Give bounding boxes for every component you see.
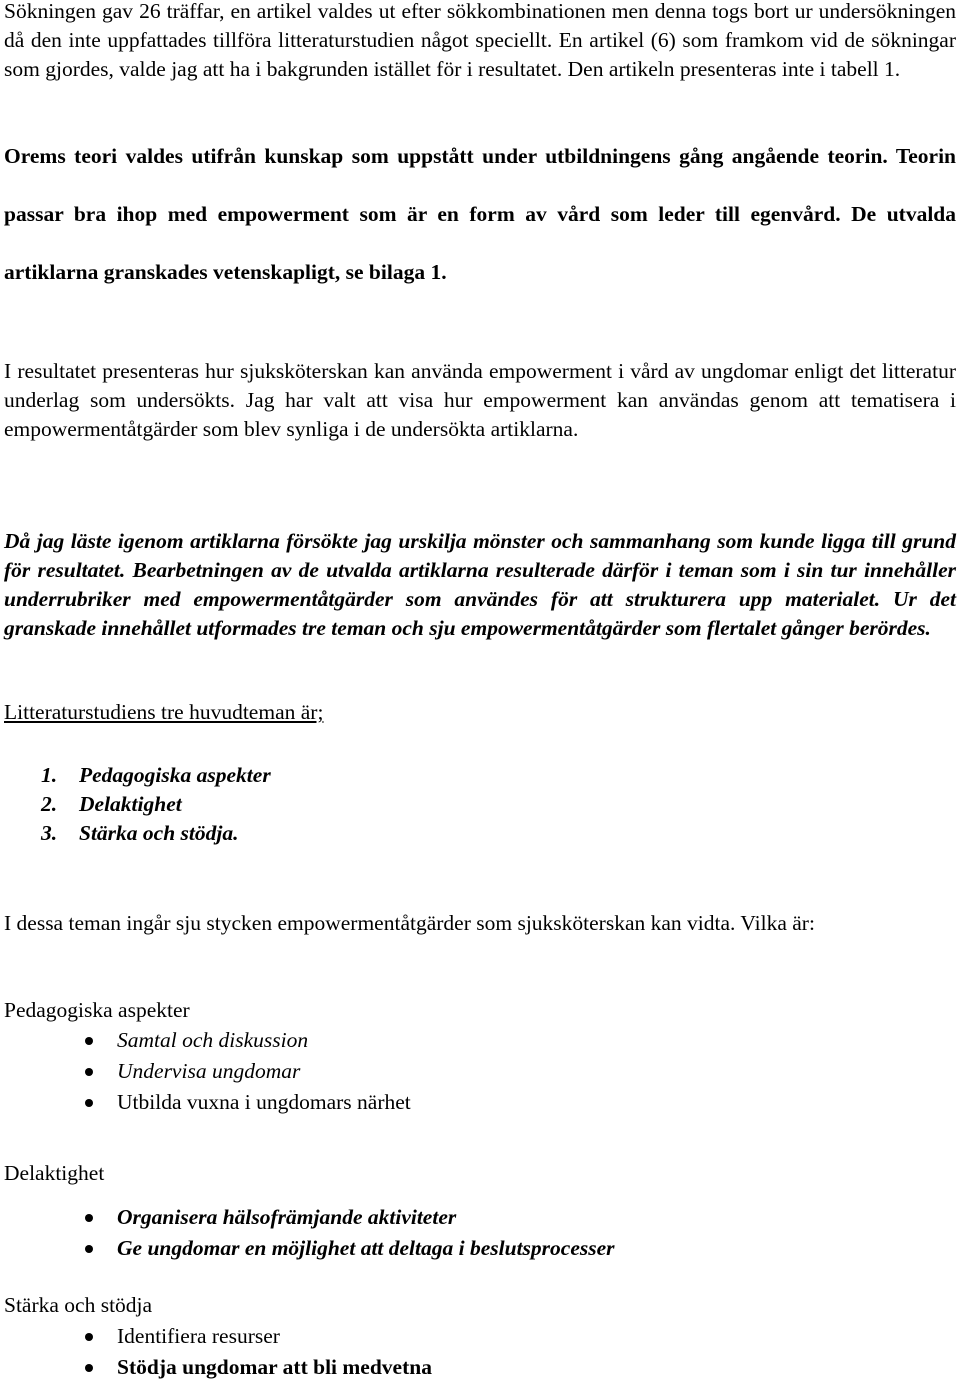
bullet-icon <box>85 1068 93 1076</box>
measures-intro: I dessa teman ingår sju stycken empowermentåtgärder som sjuksköterskan kan vidta. Vilka är: <box>4 911 815 935</box>
list-item: Organisera hälsofrämjande aktiviteter <box>80 1202 615 1233</box>
paragraph-search-results: Sökningen gav 26 träffar, en artikel valdes ut efter sökkombinationen men denna togs bort ur undersökningen då den inte uppfattades tillföra litteraturstudien något speciellt. En artikel (6) som framkom vid de sökningar som gjordes, valde jag att ha i bakgrunden istället för i resultatet. Den artikeln presenteras inte i tabell 1. <box>4 0 956 81</box>
themes-heading: Litteraturstudiens tre huvudteman är; <box>4 700 324 724</box>
section-heading-delaktighet: Delaktighet <box>4 1161 105 1185</box>
list-item: Ge ungdomar en möjlighet att deltaga i beslutsprocesser <box>80 1233 615 1264</box>
section-heading-starka: Stärka och stödja <box>4 1293 153 1317</box>
bullet-icon <box>85 1245 93 1253</box>
bullet-icon <box>85 1214 93 1222</box>
list-item: Utbilda vuxna i ungdomars närhet <box>80 1087 411 1118</box>
list-item: Undervisa ungdomar <box>80 1056 411 1087</box>
section-heading-pedagogiska: Pedagogiska aspekter <box>4 998 190 1022</box>
bullet-icon <box>85 1364 93 1372</box>
list-item: Identifiera resurser <box>80 1321 432 1352</box>
theme-item: 2. Delaktighet <box>41 792 182 816</box>
list-item: Samtal och diskussion <box>80 1025 411 1056</box>
measures-list-starka <box>80 1321 432 1383</box>
paragraph-results-intro: I resultatet presenteras hur sjuksköterskan kan använda empowerment i vård av ungdomar enligt det litteratur underlag som undersökts. Jag har valt att visa hur empowerment kan användas genom att tematisera i empowermentåtgärder som blev synliga i de undersökta artiklarna. <box>4 359 956 441</box>
measures-list-delaktighet <box>80 1202 615 1264</box>
list-item: Stödja ungdomar att bli medvetna <box>80 1352 432 1383</box>
theme-item: 1. Pedagogiska aspekter <box>41 763 271 787</box>
bullet-icon <box>85 1099 93 1107</box>
bullet-icon <box>85 1037 93 1045</box>
measures-list-pedagogiska <box>80 1025 411 1118</box>
paragraph-method-analysis: Då jag läste igenom artiklarna försökte jag urskilja mönster och sammanhang som kunde ligga till grund för resultatet. Bearbetningen av de utvalda artiklarna resulterade därför i teman som i sin tur innehåller underrubriker med empowermentåtgärder som användes för att strukturera upp materialet. Ur det granskade innehållet utformades tre teman och sju empowermentåtgärder som flertalet gånger berördes. <box>4 529 956 640</box>
paragraph-orem-theory: Orems teori valdes utifrån kunskap som uppstått under utbildningens gång angående teorin. Teorin passar bra ihop med empowerment som är en form av vård som leder till egenvård. De utvalda artiklarna granskades vetenskapligt, se bilaga 1. <box>4 144 956 284</box>
bullet-icon <box>85 1333 93 1341</box>
theme-item: 3. Stärka och stödja. <box>41 821 239 845</box>
themes-list <box>41 761 271 848</box>
